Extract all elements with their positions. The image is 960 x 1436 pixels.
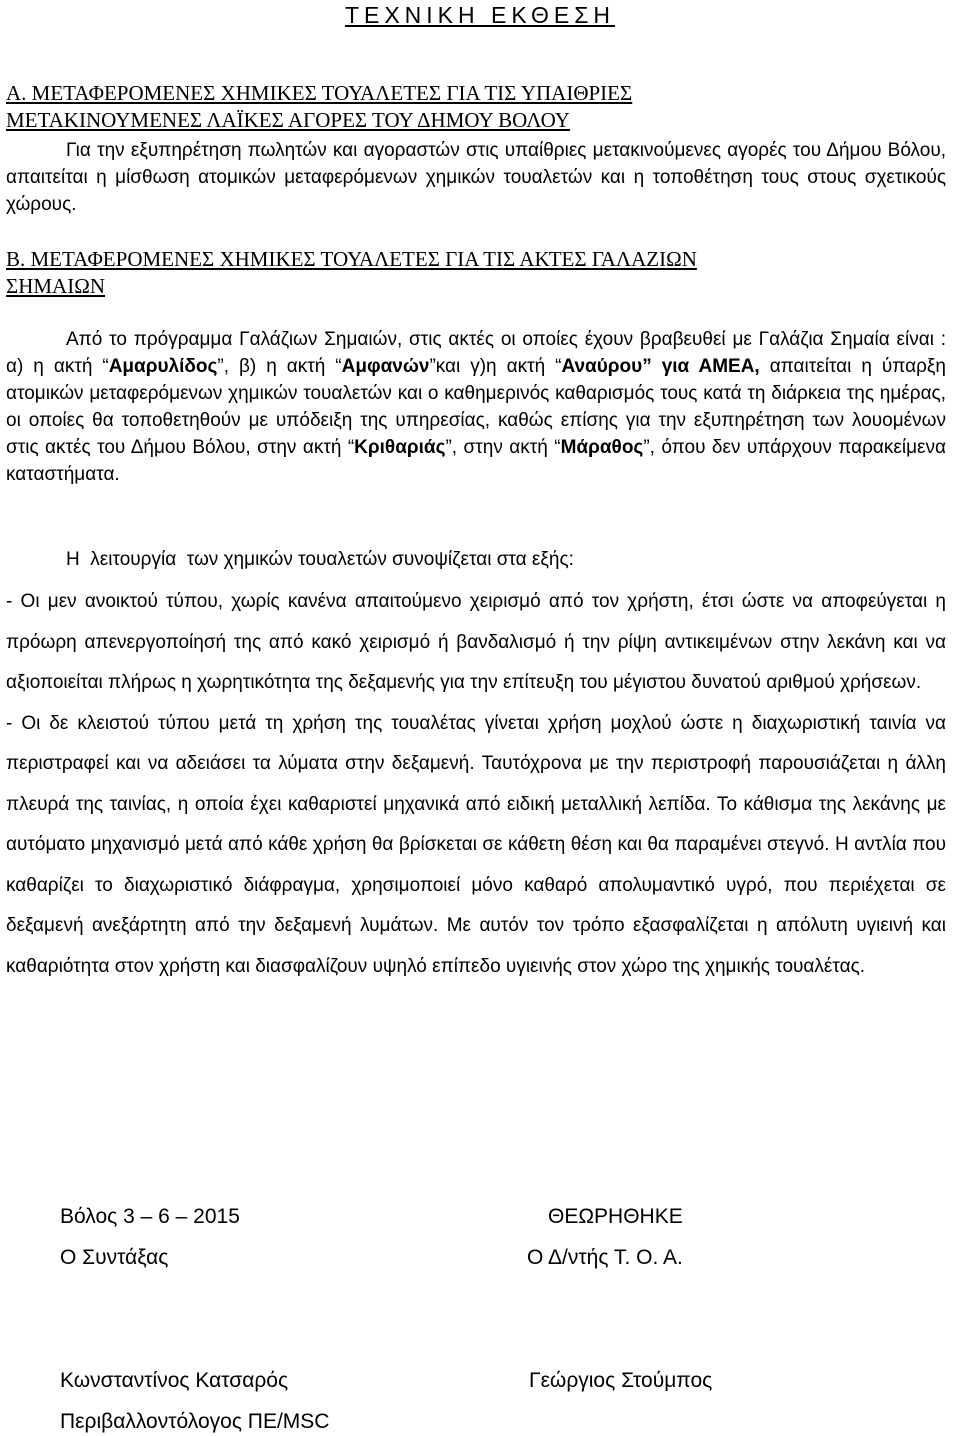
section-b-heading-line2: ΣΗΜΑΙΩΝ <box>6 274 105 298</box>
document-title: ΤΕΧΝΙΚΗ ΕΚΘΕΣΗ <box>344 2 616 28</box>
beach-marathos: Μάραθος <box>560 437 644 458</box>
section-b-text-2: ”, β) η ακτή “ <box>217 356 342 377</box>
section-b-text-3: ”και γ)η ακτή “ <box>429 356 562 377</box>
beach-amarylidos: Αμαρυλίδος <box>108 356 218 377</box>
section-a-body: Για την εξυπηρέτηση πωλητών και αγοραστών στις υπαίθριες μετακινούμενες αγορές του Δήμου Βόλου, απαιτείται η μίσθωση ατομικών μεταφερόμενων χημικών τουαλετών και η τοποθέτηση τους στους σχετικούς χώρους. <box>6 140 946 215</box>
composer-title: Περιβαλλοντόλογος ΠΕ/MSC <box>60 1410 330 1433</box>
section-a-heading-line1: Α. ΜΕΤΑΦΕΡΟΜΕΝΕΣ ΧΗΜΙΚΕΣ ΤΟΥΑΛΕΤΕΣ ΓΙΑ ΤΙΣ ΥΠΑΙΘΡΙΕΣ <box>6 81 633 105</box>
section-b-text-1: Από το πρόγραμμα Γαλάζιων Σημαιών, στις ακτές οι οποίες έχουν βραβευθεί με Γαλάζια Σημαία είναι : α) η ακτή “ <box>6 329 946 377</box>
beach-amfanon: Αμφανών <box>341 356 430 377</box>
section-b-text-5: ”, στην ακτή “ <box>445 437 561 458</box>
director-name: Γεώργιος Στούμπος <box>529 1369 713 1392</box>
operation-intro: Η λειτουργία των χημικών τουαλετών συνοψίζεται στα εξής: <box>66 549 574 570</box>
section-a-heading-line2: ΜΕΤΑΚΙΝΟΥΜΕΝΕΣ ΛΑΪΚΕΣ ΑΓΟΡΕΣ ΤΟΥ ΔΗΜΟΥ ΒΟΛΟΥ <box>6 108 570 132</box>
beach-anavrou: Αναύρου” για ΑΜΕΑ, <box>561 356 760 377</box>
composer-label: Ο Συντάξας <box>60 1246 169 1269</box>
place-date: Βόλος 3 – 6 – 2015 <box>60 1205 240 1228</box>
section-b-heading-line1: Β. ΜΕΤΑΦΕΡΟΜΕΝΕΣ ΧΗΜΙΚΕΣ ΤΟΥΑΛΕΤΕΣ ΓΙΑ ΤΙΣ ΑΚΤΕΣ ΓΑΛΑΖΙΩΝ <box>6 247 697 271</box>
section-b-text-6: ”, όπου δεν υπάρχουν παρακείμενα καταστήματα. <box>6 437 946 485</box>
beach-kritharias: Κριθαριάς <box>354 437 446 458</box>
section-b-body <box>6 326 946 488</box>
section-b-text-4: απαιτείται η ύπαρξη ατομικών μεταφερόμενων χημικών τουαλετών και ο καθημερινός καθαρισμός τους κατά τη διάρκεια της ημέρας, οι οποίες θα τοποθετηθούν με υπόδειξη της υπηρεσίας, καθώς επίσης για την εξυπηρέτηση των λουομένων στις ακτές του Δήμου Βόλου, στην ακτή “ <box>6 356 946 458</box>
operation-body: - Οι μεν ανοικτού τύπου, χωρίς κανένα απαιτούμενο χειρισμό από τον χρήστη, έτσι ώστε να αποφεύγεται η πρόωρη απενεργοποίησή της από κακό χειρισμό ή βανδαλισμό ή την ρίψη αντικειμένων στην λεκάνη και να αξιοποιείται πλήρως η χωρητικότητα της δεξαμενής για την επίτευξη του μέγιστου δυνατού αριθμού χρήσεων. - Οι δε κλειστού τύπου μετά τη χρήση της τουαλέτας γίνεται χρήση μοχλού ώστε η διαχωριστική ταινία να περιστραφεί και να αδειάσει τα λύματα στην δεξαμενή. Ταυτόχρονα με την περιστροφή παρουσιάζεται η άλλη πλευρά της ταινίας, η οποία έχει καθαριστεί μηχανικά από ειδική μεταλλική λεπίδα. Το κάθισμα της λεκάνης με αυτόματο μηχανισμό μετά από κάθε χρήση θα βρίσκεται σε κάθετη θέση και θα παραμένει στεγνό. Η αντλία που καθαρίζει το διαχωριστικό διάφραγμα, χρησιμοποιεί μόνο καθαρό απολυμαντικό υγρό, που περιέχεται σε δεξαμενή ανεξάρτητη από την δεξαμενή λυμάτων. Με αυτόν τον τρόπο εξασφαλίζεται η απόλυτη υγιεινή και καθαριότητα στον χρήστη και διασφαλίζουν υψηλό επίπεδο υγιεινής στον χώρο της χημικής τουαλέτας. <box>6 591 946 977</box>
composer-name: Κωνσταντίνος Κατσαρός <box>60 1369 289 1392</box>
director-label: Ο Δ/ντής Τ. Ο. Α. <box>527 1246 683 1269</box>
seen-label: ΘΕΩΡΗΘΗΚΕ <box>548 1205 683 1228</box>
